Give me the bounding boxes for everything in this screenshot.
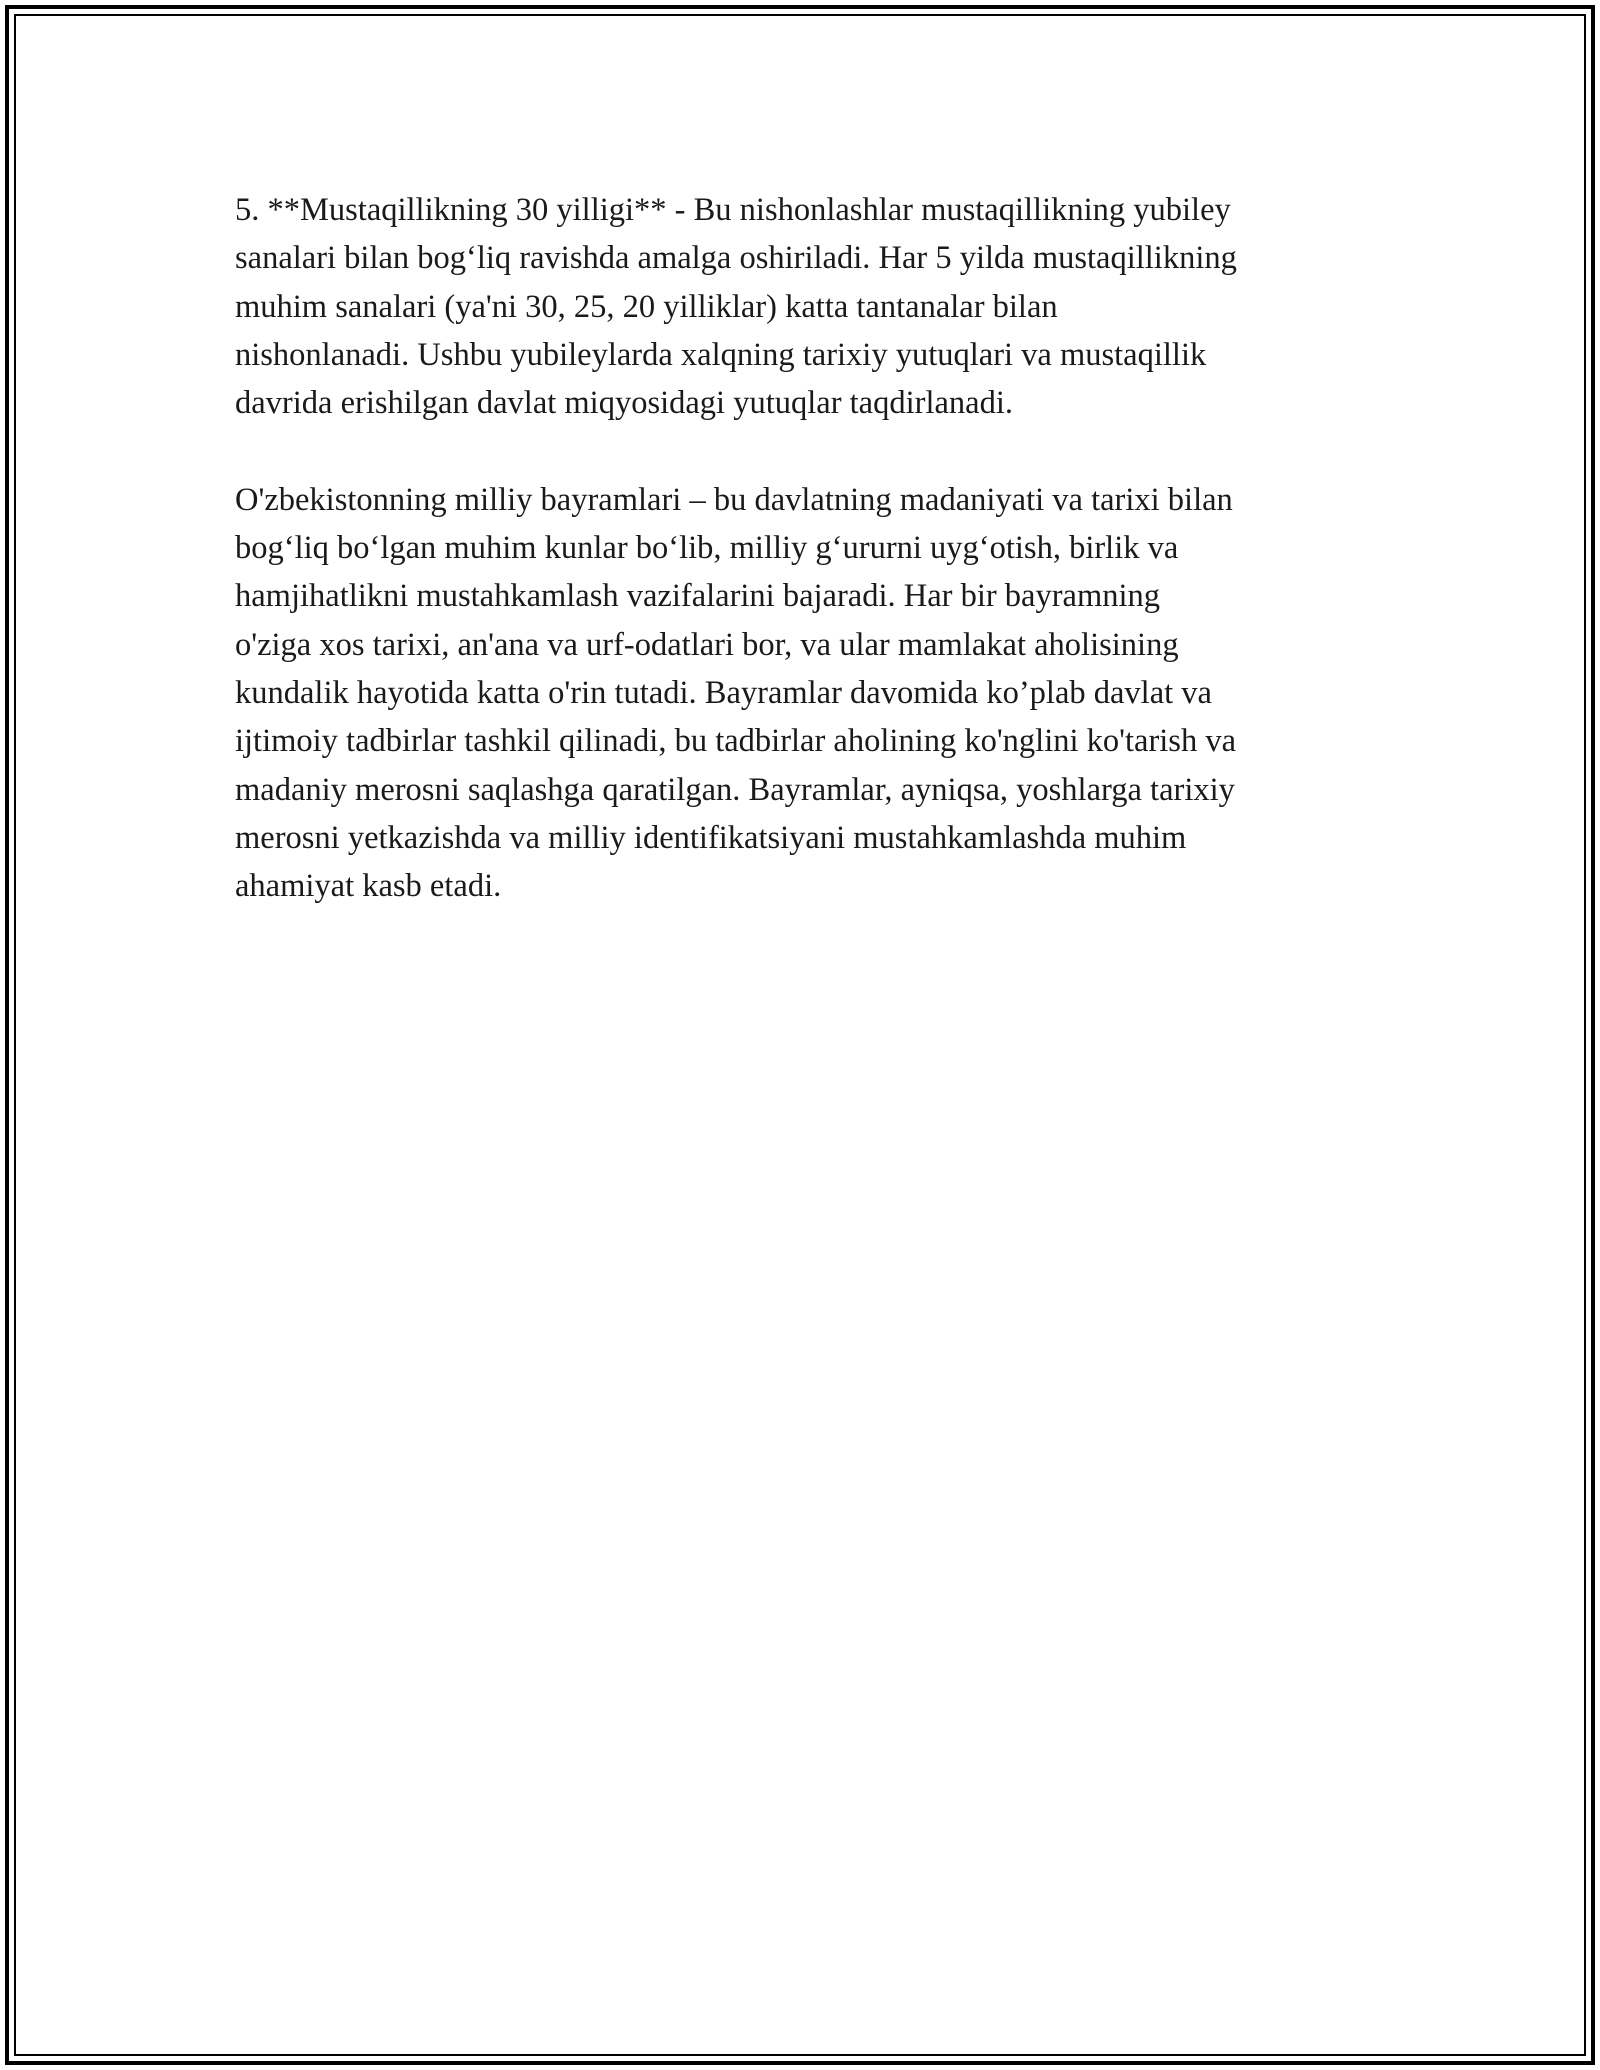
document-body	[235, 186, 1375, 959]
paragraph-national-holidays-summary: O'zbekistonning milliy bayramlari – bu davlatning madaniyati va tarixi bilan bog‘liq bo‘lgan muhim kunlar bo‘lib, milliy g‘ururni uyg‘otish, birlik va hamjihatlikni mustahkamlash vazifalarini bajaradi. Har bir bayramning o'ziga xos tarixi, an'ana va urf-odatlari bor, va ular mamlakat aholisining kundalik hayotida katta o'rin tutadi. Bayramlar davomida ko’plab davlat va ijtimoiy tadbirlar tashkil qilinadi, bu tadbirlar aholining ko'nglini ko'tarish va madaniy merosni saqlashga qaratilgan. Bayramlar, ayniqsa, yoshlarga tarixiy merosni yetkazishda va milliy identifikatsiyani mustahkamlashda muhim ahamiyat kasb etadi.	[235, 481, 1236, 905]
paragraph-independence-anniversary: 5. **Mustaqillikning 30 yilligi** - Bu nishonlashlar mustaqillikning yubiley sanalari bilan bog‘liq ravishda amalga oshiriladi. Har 5 yilda mustaqillikning muhim sanalari (ya'ni 30, 25, 20 yilliklar) katta tantanalar bilan nishonlanadi. Ushbu yubileylarda xalqning tarixiy yutuqlari va mustaqillik davrida erishilgan davlat miqyosidagi yutuqlar taqdirlanadi.	[235, 192, 1237, 422]
